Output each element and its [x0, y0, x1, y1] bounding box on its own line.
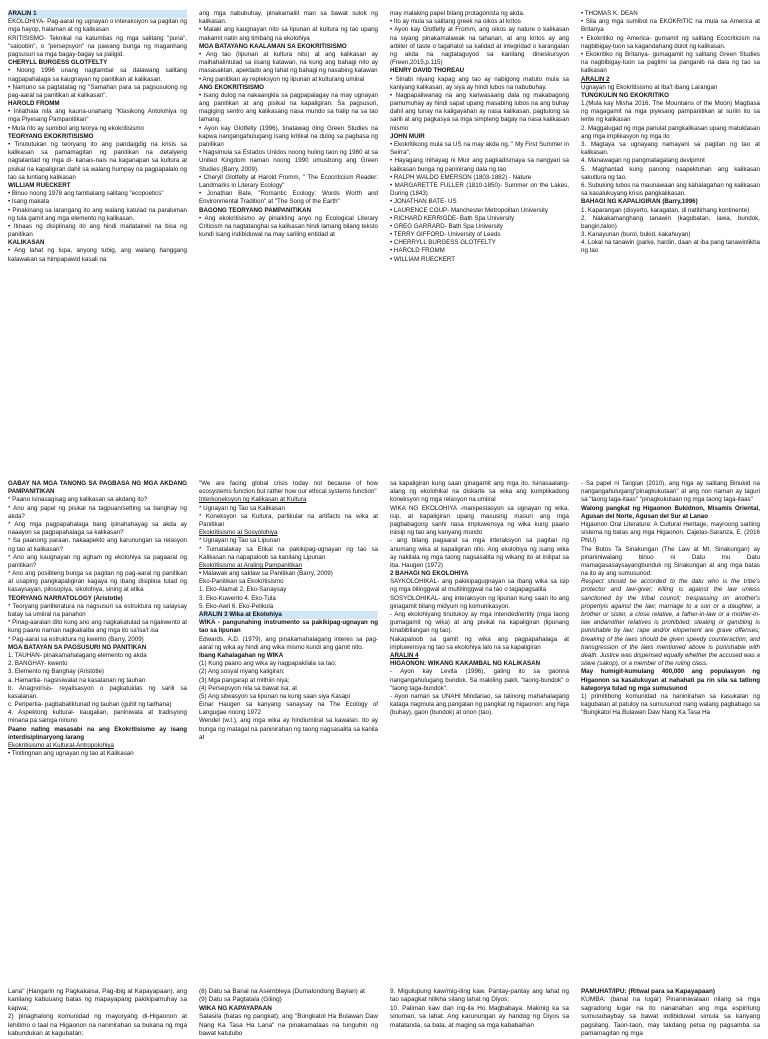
- paragraph: 3. Eko-Kuwento 4. Eko-Tula: [199, 594, 276, 602]
- paragraph: KRITISISMO- Teknikal na katumbas ng mga salitang "puna", "saloobin", o "persepsyon" na pawang bunga ng maganhang pagsusuri sa mga bagay-bagay sa paligid.: [8, 34, 187, 58]
- paragraph: 6. Subuking lubos na maunawaan ang kahalagahan ng kalikasan sa kasalukuyang krisis pangkalikasan.: [581, 181, 760, 198]
- paragraph: * Sa paanong paraan, nakaapekto ang karunungan sa relasyon ng tao at kalikasan?: [8, 537, 187, 553]
- paragraph: 4. Aspektong kultural- kaugalian, paniniwala at tradisyong minana pa samga ninuno: [8, 709, 187, 725]
- heading: TUNGKULIN NG EKOKRITIKO: [581, 91, 669, 99]
- paragraph: Lana" (Hangarin ng Pagkakaisa, Pag-ibig at Kapayapaan), ang kanilang kabuuang batas ng mapayapang pakikipamuhay sa kapwa;: [8, 988, 187, 1012]
- paragraph: • Ang ekokritisismo ay pinaikling anyo ng Ecological Literary Criticism na nagtatanghal sa kalikasan hindi lamang bilang teksto kundi isang indibiduwal na may sariling entidad at: [199, 214, 378, 239]
- paragraph: • Namuno sa pagtatatag ng "Samahan para sa pagsusulong ng pag-aaral sa panitikan at kalikasan".: [8, 83, 187, 99]
- paragraph: SOSYOLOHIKAL- ang interaksyon ng lipunan kung saan ito ang ginagamit bilang midyum ng komunikasyon.: [390, 594, 569, 610]
- heading: WILLIAM RUECKERT: [8, 181, 71, 189]
- paragraph: • Ito ay mula sa salitang greek na oikos at kritos: [390, 18, 521, 26]
- heading: HAROLD FROMM: [8, 100, 60, 108]
- band-bottom: [8, 988, 760, 1038]
- paragraph: • Ekokritiko ng America- gumamit ng salitang Ecocriticism na nagbibigay-tuon sa kagandahang dulot ng kalikasan.: [581, 34, 760, 50]
- paragraph: Ekokritisismo at Sosyolohiya: [199, 529, 278, 537]
- paragraph: • Cheryll Glotfelty at Harold Fromm, " The Ecocriticism Reader: Landmarks in Literary Ecology": [199, 173, 378, 189]
- column: [390, 988, 569, 1029]
- heading: BAGONG TEORYANG PAMPANITIKAN: [199, 206, 312, 214]
- paragraph: * Ano ang posibleng bunga sa pagitan ng pag-aaral ng panitikan at usaping pangkapaligiran kagaya ng ibang disiplina tulad ng kasaysayan, pilosopiya, sikolohiya, sining at etika: [8, 570, 187, 594]
- paragraph: Wendel (w.t.), ang mga wika ay hindiumiiral sa kawalan. Ito ay bunga ng matagal na paninirahan ng taong nagsasalita sa kanila at: [199, 717, 378, 741]
- paragraph: - Ayon kay Levita (1996), galing ito sa gaonna nangangahulugang bundok. Sa makiling pakli, "taong-bundok" o "taong taga-bundok".: [390, 668, 569, 692]
- paragraph: Einar Haugen sa kanyang sanaysay na The Ecology of Langugae noong 1972: [199, 701, 378, 717]
- paragraph: • JONATHAN BATE- US: [390, 198, 457, 206]
- column: [581, 988, 760, 1038]
- paragraph: 4. Lokal na tanawin (parke, hardin, daan at iba pang tanawinlikha ng tao: [581, 239, 760, 255]
- paragraph: Respect should be accorded to the datu who is the tribe's protector and law-giver; killing is against the law unless sanctioned by the tribal council; trespassing on another's propertyis against the law; marriage to a son or a daughter, a brother or sister, a close relative, a father-in-law or a mother-in-law andanother relatives is prohibited; stealing or gambling is punishable by law; rape and/or elopement are grave offenses; breaking of the laws should be given speedy counteraction; and transgression of the laws mentioned above is punishable with death. Justice was dispensed equally whether the accused was a slave (sakop), or a member of the ruling class.: [581, 578, 760, 668]
- paragraph: 1.(Mula kay Misha 2016, The Mountains of the Moon) Magbasa ng magagamit na mga piyesang pampanitikan at suriin ito sa lente ng kalikasan: [581, 100, 760, 124]
- paragraph: Edwards, A.D. (1979), ang pinakamahalagang interes sa pag-aaral ng wika ay hindi ang wika mismo kundi ang gamit nito.: [199, 635, 378, 651]
- paragraph: WIKA NG EKOLOHIYA -manipestasyon sa ugnayan ng wika, isip, at kapaligiran upang masusing masuri ang mga pagbabagong sanhi nasa impluwensya ng wika kung paano iniisip ng tao ang kanyang mundo: [390, 504, 569, 537]
- paragraph: • HAROLD FROMM: [390, 247, 445, 255]
- paragraph: (5) Ang sitwasyon sa lipunan na kung saan siya Kasapi: [199, 692, 350, 700]
- paragraph: • Ayon kay Glotfelty (1996), tinatawag ding Green Studies na kapwa nangangahulugang isang kritikal na dulog sa pagbasa ng panitikan: [199, 124, 378, 148]
- heading: HENRY DAVID THOREAU: [390, 67, 465, 75]
- paragraph: * Teoryang panliteratura na nagsusuri sa estruktura ng salaysay batay sa umiiral na panahon: [8, 602, 187, 618]
- heading: ARALIN 4: [390, 651, 419, 659]
- paragraph: * Pag-aaral sa estruktura ng kwento (Barry, 2009): [8, 635, 144, 643]
- paragraph: • Ang tao (lipunan at kultura nito) at ang kalikasan ay maihahalintulad sa iisang katawan, na kung ang bahagi nito ay masasaktan, apektado ang lahat ng bahagi ng nasabing katawan: [199, 50, 378, 75]
- paragraph: • Tinututukan ng teoryang ito ang pandaigdig na krisis sa kalikasan sa pamamagitan ng panitikan na detalyeng naglalantad ng mga di- kanais-nais na kaganapan sa kultura at pisikal na kapaligiran dahil sa walang humpay na pagpapalalo ng tao sa luntiang kalikasan: [8, 141, 187, 181]
- column: [199, 988, 378, 1038]
- paragraph: • Ekokritiko ng Britanya- gumagamit ng salitang Green Studies na nagbibigay-tuon sa paglimi sa panganib na dala ng tao sa kalikasan: [581, 50, 760, 75]
- paragraph: • Jonathan Bate, "Romantic Ecology: Words Worth and Environmental Tradition" at "The Song of the Earth": [199, 190, 378, 206]
- paragraph: • Ayon kay Glotfelty at Fromm, ang oikos ay nature o kalikasan na siyang pinakamalawak na tahanan, at ang kritos ay ang arbiter of taste o tagahatol sa kalidad at integridad o karangalan ng akda na nagtataguyod sa kanilang dineskursyon (Freen,2015,p.115): [390, 26, 569, 67]
- heading: JOHN MUIR: [390, 132, 425, 140]
- column: [8, 480, 187, 908]
- paragraph: - Ayon naman sa UNAHI Mindanao, sa talinong mahahalagang kataga nagmula ang pangalan ng pangkat ng higaonon: ang higa (buhay), gaon (bundok) at onon (tao).: [390, 692, 569, 717]
- paragraph: • MARGARETTE FULLER (1810-1850)- Summer on the Lakes, During (1843): [390, 181, 569, 198]
- paragraph: 2. BANGHAY- kwento: [8, 660, 68, 668]
- paragraph: EKOLOHIYA- Pag-aaral ng ugnayan o interaksiyon sa pagitan ng mga hayop, halaman at ng kalikasan: [8, 18, 187, 34]
- paragraph: b. Anagnorisis- reyalisasyon o pagkatuklas ng sarili sa kasalanan.: [8, 684, 187, 700]
- paragraph: • Isang dulog na nakaangkla sa pagpapalagay na may ugnayan ang panitikan at ang pisikal na kapaligiran. Sa pagsusuri, magiging sentro ang kalikasang nasa mundo sa halip na sa tao lamang.: [199, 91, 378, 124]
- paragraph: 10. Paliman kaw dan ing-ila Ho Magbabaya. Makinig ka sa sinuman, sa lahat. Ang karunungan ay handog ng Diyos sa matatanda, sa bata, at maging sa mga kababaihan: [390, 1004, 569, 1029]
- paragraph: - ang bilang pagaaral sa mga interaksyon sa pagitan ng anumang wika at kapaligiran nito. Ang ekolohiya ng isang wika ay nakilala ng mga taong nagsasalita ng wikang ito at inilipat sa iba. Haugen (1972): [390, 537, 569, 569]
- paragraph: (9) Datu sa Pagtatala (Giling): [199, 996, 282, 1004]
- paragraph: 2. Nakakamanghang tanawin (kagubatan, lawa, bundok, bangin,talon): [581, 214, 760, 230]
- paragraph: • Inilathala nila ang kauna-unahang "Klasikong Antolohiya ng mga Piyesang Pampanitikan": [8, 108, 187, 124]
- paragraph: • Mula rito ay sumibol ang teorya ng ekokritisismo: [8, 124, 144, 132]
- paragraph: may malaking papel bilang protagonista ng akda.: [390, 10, 525, 17]
- paragraph: • Ang lahat ng lupa, anyong tubig, ang walang hanggang kalawakan sa himpapawid kasali na: [8, 247, 187, 263]
- paragraph: 1. Kaparangan (disyerto, karagatan, di natitirhang kontinente): [581, 206, 750, 214]
- heading: GABAY NA MGA TANONG SA PAGBASA NG MGA AKDANG PAMPANITIKAN: [8, 480, 187, 496]
- column: [8, 10, 187, 408]
- paragraph: • Itinaas ng disiplinang ito ang hindi maitatakwil na bisa ng panitikan: [8, 222, 187, 239]
- heading: KALIKASAN: [8, 239, 45, 247]
- paragraph: 9. Migulupung kaw/mig-iling kaw. Pantay-pantay ang lahat ng tao sapagkat nilikha silang lahat ng Diyos;: [390, 988, 569, 1004]
- heading: Ibang Kahalagahan ng WIKA: [199, 651, 284, 659]
- heading: Walong pangkat ng Higaonon Bukidnon, Misamis Oriental, Agusan del Norte, Agusan del Sur at Lanao: [581, 504, 760, 520]
- paragraph: 1) primitibong komunidad na naninirahan sa kasukalan ng kagubatan at patuloy na sumusunod nang walang pagbabago sa "Bungkatol Ha Bulawan Daw Nang Ka Tasa Ha: [581, 692, 760, 717]
- heading: MGA BATAYANG KAALAMAN SA EKOKRITISISMO: [199, 42, 347, 50]
- paragraph: "We are facing global crisis today not because of how ecosystems function but rather how our ethical systems function": [199, 480, 378, 496]
- paragraph: 4. Manawagan ng pangmatagalang devlpmnt: [581, 157, 705, 165]
- paragraph: * Ugnayan ng Tao sa Lipunan: [199, 537, 281, 545]
- paragraph: • Binuo noong 1978 ang tambalang salitang "ecopoetics": [8, 190, 164, 198]
- heading: Paano nating masasabi na ang Ekokritisismo ay isang interdisiplinaryong larang: [8, 725, 187, 741]
- heading: 2 BAHAGI NG EKOLOHIYA: [390, 570, 469, 578]
- paragraph: sa kapaligiran kung saan ginagamit ang mga ito. Isinasaalang-alang ng ekolohikal na diskarte sa wika ang kumplikadong koneksyon ng mga relasyon na umiiral: [390, 480, 569, 504]
- heading: MGA BATAYAN SA PAGSUSURI NG PANITIKAN: [8, 643, 147, 651]
- paragraph: 2) pinaghalong komunidad ng mayoryang di-Higaonon at lehitimo o taal na Higaonon na naninirahan sa bukana ng mga kabundukan at kagubatan;: [8, 1013, 187, 1038]
- paragraph: Ekokritisismo at Kultural-Antropolohiya: [8, 742, 114, 749]
- paragraph: • Ang panitikan ay repleksyon ng lipunan at kulturang umiiral: [199, 75, 365, 83]
- paragraph: Ekokritisismo at Araling Pampanitikan: [199, 561, 303, 569]
- paragraph: * Ano ang kaugnayan ng agham ng ekolohiya sa pagaaral ng panitikan?: [8, 553, 187, 569]
- paragraph: 1. Eko-Alamat 2. Eko-Sanaysay: [199, 586, 287, 594]
- paragraph: • THOMAS K. DEAN: [581, 10, 638, 17]
- paragraph: • Noong 1996 unang nagtambal sa dalawang salitang nagpapahalaga sa kaugnayan ng panitikan at kalikasan.: [8, 67, 187, 83]
- paragraph: • Nagpapaliwanag na ang kariwasaang dala ng makabagong pamumuhay ay hindi sapat upang masabing lubos na ang buhay dahil ang tunay na kaligayahan ay nasa kalikasan, pagtulong sa sarili at ang pagkasya sa mga simpleng bagay na nasa kalikasan mismo: [390, 91, 569, 132]
- paragraph: * Koneksyon sa Kultura, partikular na artifacts na wika at Panitikan: [199, 512, 378, 528]
- paragraph: 3. Magtaya sa ugnayang namayani sa pagitan ng tao at kalikasan.: [581, 141, 760, 157]
- paragraph: * Paano isinasagisag ang kalikasan sa akdang ito?: [8, 496, 148, 504]
- paragraph: Eko-Panitikan sa Ekokritisismo: [199, 578, 284, 586]
- heading: PAMUHAT/IPU: (Ritwal para sa Kapayapaan): [581, 988, 715, 995]
- paragraph: 5. Eko-Awit 6. Eko-Pelikula: [199, 602, 274, 610]
- paragraph: * Ano ang papel ng pisikal na tagpuan/setting sa banghay ng akda?: [8, 504, 187, 520]
- heading: TEORYANG NARRATOLOGY (Aristotle): [8, 594, 123, 602]
- heading: WIKA NG KAPAYAPAAN: [199, 1004, 272, 1012]
- paragraph: Interkoneksyon ng Kalikasan at Kultura: [199, 496, 307, 504]
- paragraph: Ugnayan ng Ekokritisismo at Iba't ibang Larangan: [581, 83, 718, 91]
- paragraph: • TERRY GIFFORD- University of Leeds: [390, 231, 501, 239]
- band-top: [8, 10, 760, 408]
- paragraph: • CHERRYLL BURGESS GLOTFELTY: [390, 239, 496, 247]
- column: [8, 988, 187, 1038]
- paragraph: Nakapaloob sa gamit ng wika ang pagpapahalaga at impluwensya ng tao sa ekolohiya lalo na sa kapaligiran: [390, 635, 569, 651]
- paragraph: 3. Kanayunan (burol, bukid, kakahuyan): [581, 231, 691, 239]
- column: [581, 480, 760, 908]
- paragraph: 3. Elemento ng Banghay (Aristotle): [8, 668, 104, 676]
- paragraph: Higaonon Oral Literature: A Cultural Heritage, mayroong sariling sistema ng batas ang mga Higaonon. Cajetas-Saranza, E. (2016 PNU): [581, 520, 760, 545]
- paragraph: * Ang mga pagpapahalaga bang ipinahahayag sa akda ay naaayon sa pagpapahalaga sa kalikasan?: [8, 520, 187, 537]
- paragraph: • Hayagang inihayag ni Muir ang pagkadismaya sa nangyari sa kalikasan bunga ng paninirang dala ng tao: [390, 157, 569, 173]
- paragraph: • Nagsimula sa Estados Unidos noong huling taon ng 1980 at sa United Kingdom naman noong 1990 umusbong ang Green Studies (Barry, 2009).: [199, 149, 378, 173]
- paragraph: ang mga nabubuhay, pinakamaliit man sa bawat sulok ng kalikasan.: [199, 10, 378, 26]
- heading: TEORYANG EKOKRITISISMO: [8, 132, 94, 140]
- column: [390, 10, 569, 408]
- paragraph: (8) Datu sa Banal na Asembleya (Dumalondong Baylan) at: [199, 988, 365, 995]
- paragraph: Salasila (batas ng pangkat), ang "Bungkatol Ha Bulawan Daw Nang Ka Tasa Ha Lana" na pinakamataas na tunguhin ng bawat katutubo: [199, 1013, 378, 1038]
- paragraph: • Pinakinang sa larangang ito ang walang katulad na paraluman ng tula gamit ang mga elemento ng kalikasan.: [8, 206, 187, 222]
- paragraph: * Ugnayan ng Tao sa Kalikasan: [199, 504, 285, 512]
- paragraph: • LAURENCE COUP- Manchester Metropolitan University: [390, 206, 548, 214]
- band-middle: [8, 480, 760, 908]
- heading: ARALIN 2: [581, 75, 610, 83]
- heading: BAHAGI NG KAPALIGIRAN (Barry,1996): [581, 198, 698, 206]
- paragraph: (4) Persepsyon nila sa bawat isa; at: [199, 684, 298, 692]
- heading: HIGAONON: WIKANG KAKAMBAL NG KALIKASAN: [390, 660, 541, 668]
- paragraph: c. Peripertia- pagbabaliktunad ng tauhan (guhit ng tadhana): [8, 701, 172, 709]
- heading: May humigit-kumulang 400,000 ang populasyon ng Higaonon sa kasalukuyan at nahahati pa rin sila sa tatlong kategorya tulad ng mga sumusunod: [581, 668, 760, 692]
- paragraph: * Pinag-aaralan dito kung ano ang nagkakatulad sa ngakwento at kung paano naman nagkakaiba ang mga ito sa'isa't isa: [8, 619, 187, 635]
- paragraph: • GREG GARRARD- Bath Spa University: [390, 222, 503, 230]
- paragraph: • WILLIAM RUECKERT: [390, 255, 455, 263]
- paragraph: 1. TAUHAN- pinakamahalagang elemento ng akda: [8, 651, 147, 659]
- column: [199, 480, 378, 908]
- paragraph: • RICHARD KERRIGDE- Bath Spa University: [390, 214, 515, 222]
- paragraph: • Ekokritikong mula sa US na may akda ng, " My First Summer in Seirra",: [390, 141, 569, 157]
- paragraph: • Tinitingnan ang ugnayan ng tao at Kalikasan: [8, 750, 134, 758]
- column: [199, 10, 378, 408]
- paragraph: - Ang ekolohiyang tinutukoy ay mga intended/entity (mga taong gumagamit ng wika) at ang pisikal na kapaligiran (lipunang kinabibilangan ng tao).: [390, 611, 569, 635]
- paragraph: * Tumatalakay sa Etikal na pakikipag-ugnayan ng tao sa Kalikasan na napapaloob sa kanilang Lipunan: [199, 545, 378, 561]
- heading: ARALIN 3 Wika at Ekolohiya: [199, 611, 378, 619]
- heading: ARALIN 1: [8, 10, 187, 18]
- paragraph: • Sinabi niyang kapag ang tao ay nabigong matuto mula sa kaniyang kalikasan, ay siya ay hindi lubos na nabubuhay.: [390, 75, 569, 91]
- paragraph: KUMBA: (banal na lugar) Pinaniniwalaan nilang sa mga sagradong lugar na ito nananahan ang mga espiritung sumusubaybay sa bawat indibiduwal simula sa kanyang pagsilang. Taon-taon, may takdang petsa ng pagsamba sa pamamagitan ng mga: [581, 996, 760, 1038]
- paragraph: • Malawak ang saklaw sa Panitikan (Barry, 2009): [199, 570, 333, 578]
- paragraph: 2. Maggalugad ng mga panulat pangkalikasan upang matuklasan ang mga implikasyon ng mga ito: [581, 124, 760, 140]
- heading: ANG EKOKRITISISMO: [199, 83, 264, 91]
- paragraph: (1) Kung paano ang wika ay nagpapakilala sa tao;: [199, 660, 337, 668]
- column: [581, 10, 760, 408]
- heading: CHERYLL BURGESS GLOTFELTY: [8, 59, 108, 67]
- paragraph: a. Hamartia- nagsisiwalat na kasalanan ng tauhan: [8, 676, 146, 684]
- paragraph: • Malaki ang kaugnayan nito sa lipunan at kultura ng tao upang makamit natin ang timbang na ekolohiya: [199, 26, 378, 42]
- heading: WIKA - pangunahing instrumento sa pakikipag-ugnayan ng tao sa lipunan: [199, 619, 378, 635]
- paragraph: • Isang makata: [8, 198, 50, 206]
- column: [390, 480, 569, 908]
- paragraph: SAYKOLOHIKAL- ang pakikipagugnayan sa ibang wika sa isip ng mga bilinggwal at multilinggwal na tao o tagapagsalita: [390, 578, 569, 594]
- paragraph: The Butos Ta Sinakungan (The Law at Mt. Sinakungan) ay pinaniniwalang binuo ni Datu Inu Datu mamagasasaysayangbunduk ng Sinakungan at ang mga batas na ito ay ang sumusunod:: [581, 545, 760, 578]
- paragraph: 5. Maghantad kung panong naapektuhan ang kalikasan sakultura ng tao.: [581, 165, 760, 181]
- paragraph: (3) Mga pangarap at mithiin niya;: [199, 676, 290, 684]
- paragraph: • RALPH WALDO EMERSON (1803-1882) - Nature: [390, 173, 532, 181]
- paragraph: - Sa papel ni Tangian (2010), ang higa ay salitang Binukid na nangangahulugang"pinagkukutaan" at ang non naman ay taguri sa "taong taga-itaas" "pinagkukutaan ng mga taong taga-itaas": [581, 480, 760, 504]
- paragraph: (2) Ang sosyal niyang kaligiran;: [199, 668, 285, 676]
- paragraph: • Sila ang mga sumibol na EKOKRITIC na mula sa America at Britanya: [581, 18, 760, 34]
